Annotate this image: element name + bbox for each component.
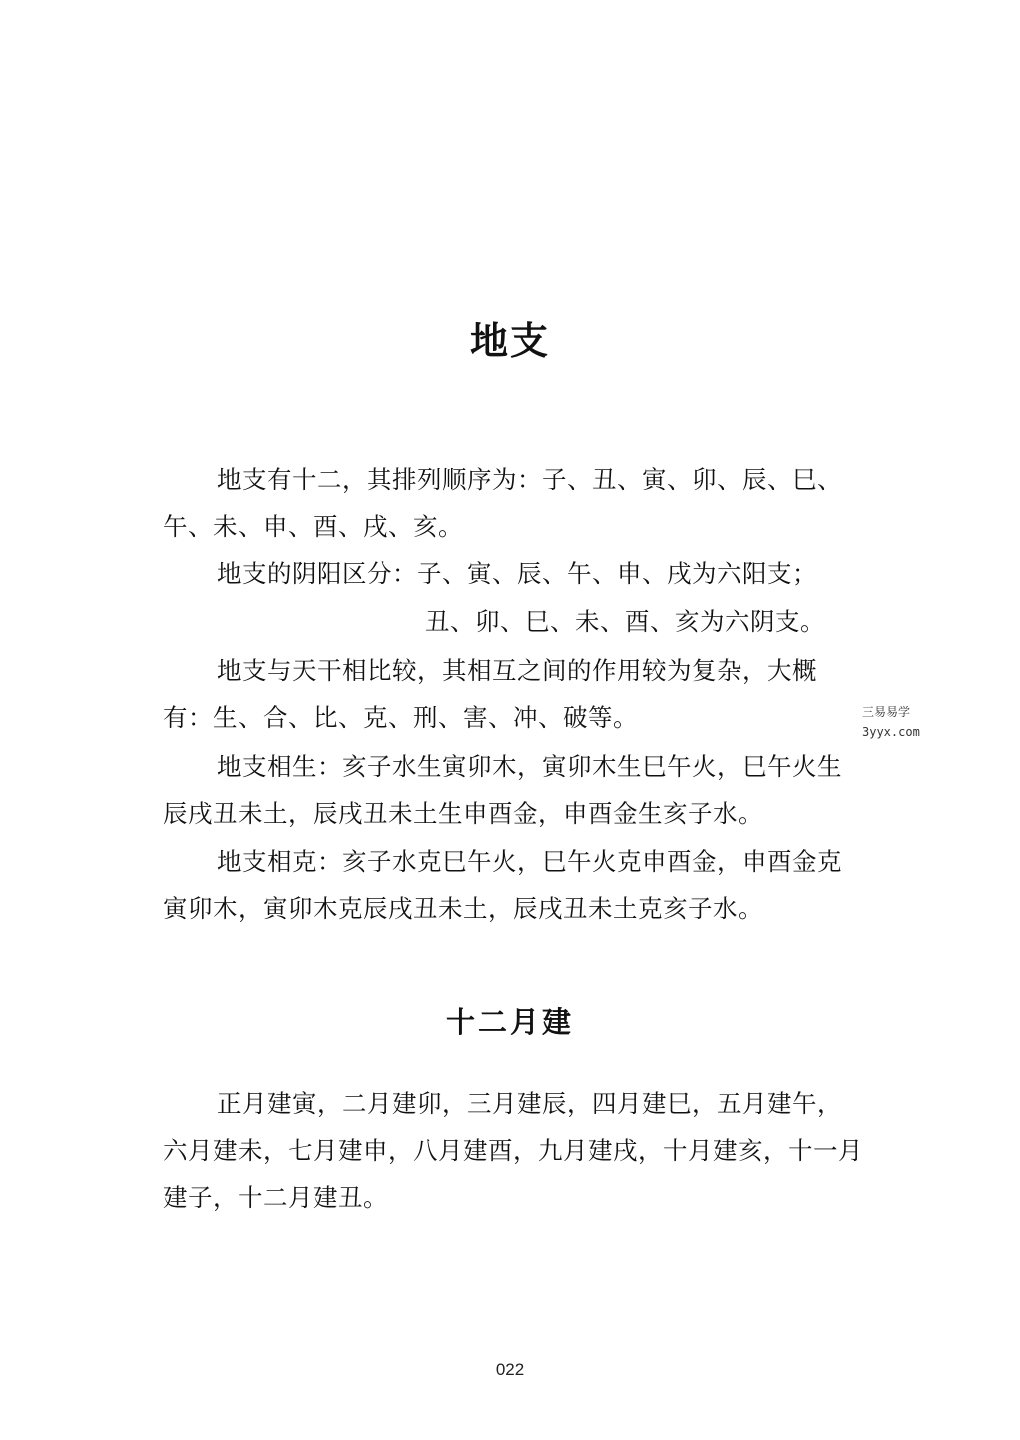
paragraph-dizhi-relations: 地支与天干相比较，其相互之间的作用较为复杂，大概有：生、合、比、克、刑、害、冲、破等。 — [163, 656, 817, 732]
paragraph-dizhi-ke: 地支相克：亥子水克巳午火，巳午火克申酉金，申酉金克寅卯木，寅卯木克辰戌丑未土，辰戌丑未土克亥子水。 — [163, 847, 842, 923]
section-title-yuejian: 十二月建 — [445, 1005, 574, 1039]
watermark-name: 三易易学 — [862, 705, 911, 719]
section-title-dizhi: 地支 — [469, 319, 550, 363]
watermark — [858, 700, 946, 744]
paragraph-yuejian: 正月建寅，二月建卯，三月建辰，四月建巳，五月建午，六月建未，七月建申，八月建酉，九月建戌，十月建亥，十一月建子，十二月建丑。 — [163, 1089, 863, 1212]
paragraph-yinyang-line2: 丑、卯、巳、未、酉、亥为六阴支。 — [425, 607, 825, 636]
watermark-url: 3yyx.com — [862, 725, 920, 739]
page-number: 022 — [495, 1360, 525, 1379]
paragraph-dizhi-sheng: 地支相生：亥子水生寅卯木，寅卯木生巳午火，巳午火生辰戌丑未土，辰戌丑未土生申酉金，申酉金生亥子水。 — [163, 752, 842, 828]
paragraph-dizhi-order: 地支有十二，其排列顺序为：子、丑、寅、卯、辰、巳、午、未、申、酉、戌、亥。 — [163, 465, 842, 541]
paragraph-yinyang-line1: 地支的阴阳区分：子、寅、辰、午、申、戌为六阳支； — [217, 559, 817, 588]
